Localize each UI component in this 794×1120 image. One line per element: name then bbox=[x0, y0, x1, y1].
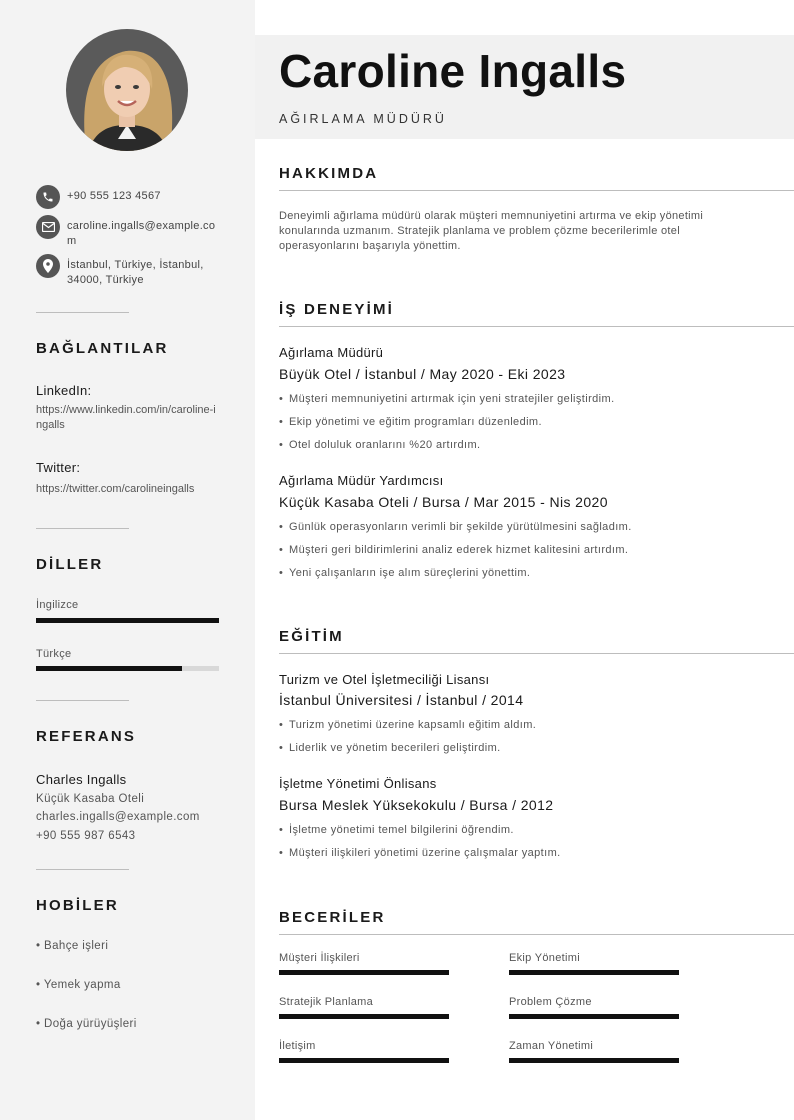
section-rule bbox=[279, 934, 794, 935]
contact-address bbox=[36, 254, 217, 288]
skill-name: Problem Çözme bbox=[509, 996, 592, 1008]
skill-name: Zaman Yönetimi bbox=[509, 1040, 594, 1052]
profile-photo bbox=[66, 29, 188, 151]
skill-level-fill bbox=[279, 1058, 449, 1063]
skills-title: BECERİLER bbox=[279, 909, 386, 926]
job-bullet: • Müşteri memnuniyetini artırmak için yeni stratejiler geliştirdim. bbox=[279, 393, 615, 405]
skill-level-fill bbox=[279, 970, 449, 975]
section-rule bbox=[279, 190, 794, 191]
job-role: Ağırlama Müdür Yardımcısı bbox=[279, 473, 444, 488]
languages-title: DİLLER bbox=[36, 556, 104, 573]
section-rule bbox=[279, 326, 794, 327]
bullet-text: Turizm yönetimi üzerine kapsamlı eğitim aldım. bbox=[289, 719, 537, 731]
job-bullet: • Ekip yönetimi ve eğitim programları düzenledim. bbox=[279, 416, 542, 428]
bullet-text: Günlük operasyonların verimli bir şekilde yürütülmesini sağladım. bbox=[289, 521, 632, 533]
address-text: İstanbul, Türkiye, İstanbul, 34000, Türkiye bbox=[67, 259, 204, 286]
language-name: Türkçe bbox=[36, 648, 72, 660]
degree-details: İstanbul Üniversitesi / İstanbul / 2014 bbox=[279, 692, 524, 708]
job-details: Büyük Otel / İstanbul / May 2020 - Eki 2023 bbox=[279, 366, 566, 382]
skill-level-bar bbox=[509, 1014, 679, 1019]
hobby-item: • Yemek yapma bbox=[36, 979, 121, 991]
location-pin-icon bbox=[36, 254, 60, 278]
mail-icon bbox=[36, 215, 60, 239]
sidebar-divider bbox=[36, 869, 129, 870]
bullet-text: Müşteri geri bildirimlerini analiz ederek hizmet kalitesini artırdım. bbox=[289, 544, 629, 556]
reference-name: Charles Ingalls bbox=[36, 772, 127, 787]
hobby-item: • Bahçe işleri bbox=[36, 940, 109, 952]
degree-details: Bursa Meslek Yüksekokulu / Bursa / 2012 bbox=[279, 797, 554, 813]
skill-name: İletişim bbox=[279, 1040, 316, 1052]
job-bullet: • Günlük operasyonların verimli bir şekilde yürütülmesini sağladım. bbox=[279, 521, 632, 533]
skill-level-fill bbox=[509, 1014, 679, 1019]
skill-level-bar bbox=[279, 1014, 449, 1019]
job-details: Küçük Kasaba Oteli / Bursa / Mar 2015 - Nis 2020 bbox=[279, 494, 608, 510]
sidebar-divider bbox=[36, 700, 129, 701]
twitter-url[interactable]: https://twitter.com/carolineingalls bbox=[36, 483, 195, 495]
hobby-label: Yemek yapma bbox=[43, 979, 121, 991]
bullet-text: Yeni çalışanların işe alım süreçlerini yönettim. bbox=[289, 567, 531, 579]
bullet-text: Liderlik ve yönetim becerileri geliştirdim. bbox=[289, 742, 501, 754]
skill-level-bar bbox=[509, 970, 679, 975]
experience-title: İŞ DENEYİMİ bbox=[279, 301, 395, 318]
reference-phone: +90 555 987 6543 bbox=[36, 830, 136, 842]
skill-level-bar bbox=[509, 1058, 679, 1063]
skill-level-bar bbox=[279, 970, 449, 975]
skill-level-fill bbox=[509, 970, 679, 975]
linkedin-url[interactable]: https://www.linkedin.com/in/caroline-ingalls bbox=[36, 404, 216, 431]
linkedin-label: LinkedIn: bbox=[36, 383, 92, 398]
skill-level-fill bbox=[509, 1058, 679, 1063]
contact-email bbox=[36, 215, 217, 249]
language-level-bar bbox=[36, 666, 219, 671]
degree-title: İşletme Yönetimi Önlisans bbox=[279, 776, 437, 791]
about-text: Deneyimli ağırlama müdürü olarak müşteri memnuniyetini artırma ve ekip yönetimi konularında uzmanım. Stratejik planlama ve problem çözme becerilerimle otel operasyonlarını başarıyla yönettim. bbox=[279, 210, 704, 252]
phone-text: +90 555 123 4567 bbox=[67, 190, 161, 202]
language-level-bar bbox=[36, 618, 219, 623]
candidate-name: Caroline Ingalls bbox=[279, 45, 627, 97]
bullet-text: Müşteri ilişkileri yönetimi üzerine çalışmalar yaptım. bbox=[289, 847, 561, 859]
job-bullet: • Yeni çalışanların işe alım süreçlerini yönettim. bbox=[279, 567, 531, 579]
job-title: AĞIRLAMA MÜDÜRÜ bbox=[279, 112, 447, 126]
bullet-text: İşletme yönetimi temel bilgilerini öğrendim. bbox=[289, 824, 514, 836]
sidebar-divider bbox=[36, 528, 129, 529]
degree-title: Turizm ve Otel İşletmeciliği Lisansı bbox=[279, 672, 490, 687]
hobby-label: Bahçe işleri bbox=[44, 940, 109, 952]
language-level-fill bbox=[36, 618, 219, 623]
language-level-fill bbox=[36, 666, 182, 671]
edu-bullet: • Müşteri ilişkileri yönetimi üzerine çalışmalar yaptım. bbox=[279, 847, 561, 859]
job-bullet: • Müşteri geri bildirimlerini analiz ederek hizmet kalitesini artırdım. bbox=[279, 544, 629, 556]
skill-name: Müşteri İlişkileri bbox=[279, 952, 360, 964]
skill-name: Ekip Yönetimi bbox=[509, 952, 580, 964]
edu-bullet: • Turizm yönetimi üzerine kapsamlı eğitim aldım. bbox=[279, 719, 537, 731]
twitter-label: Twitter: bbox=[36, 460, 81, 475]
phone-icon bbox=[36, 185, 60, 209]
language-name: İngilizce bbox=[36, 599, 79, 611]
skill-level-fill bbox=[279, 1014, 449, 1019]
education-title: EĞİTİM bbox=[279, 628, 344, 645]
reference-title: REFERANS bbox=[36, 728, 137, 745]
email-link[interactable]: caroline.ingalls@example.com bbox=[67, 220, 216, 247]
links-title: BAĞLANTILAR bbox=[36, 340, 169, 357]
section-rule bbox=[279, 653, 794, 654]
job-bullet: • Otel doluluk oranlarını %20 artırdım. bbox=[279, 439, 481, 451]
edu-bullet: • Liderlik ve yönetim becerileri geliştirdim. bbox=[279, 742, 501, 754]
reference-company: Küçük Kasaba Oteli bbox=[36, 793, 145, 805]
reference-email[interactable]: charles.ingalls@example.com bbox=[36, 811, 200, 823]
about-title: HAKKIMDA bbox=[279, 165, 379, 182]
contact-phone bbox=[36, 185, 217, 209]
hobby-label: Doğa yürüyüşleri bbox=[44, 1018, 137, 1030]
job-role: Ağırlama Müdürü bbox=[279, 345, 384, 360]
hobbies-title: HOBİLER bbox=[36, 897, 119, 914]
bullet-text: Müşteri memnuniyetini artırmak için yeni stratejiler geliştirdim. bbox=[289, 393, 615, 405]
bullet-text: Ekip yönetimi ve eğitim programları düzenledim. bbox=[289, 416, 542, 428]
avatar-illustration bbox=[66, 29, 188, 151]
edu-bullet: • İşletme yönetimi temel bilgilerini öğrendim. bbox=[279, 824, 514, 836]
sidebar-divider bbox=[36, 312, 129, 313]
hobby-item: • Doğa yürüyüşleri bbox=[36, 1018, 137, 1030]
skill-name: Stratejik Planlama bbox=[279, 996, 374, 1008]
skill-level-bar bbox=[279, 1058, 449, 1063]
bullet-text: Otel doluluk oranlarını %20 artırdım. bbox=[289, 439, 481, 451]
